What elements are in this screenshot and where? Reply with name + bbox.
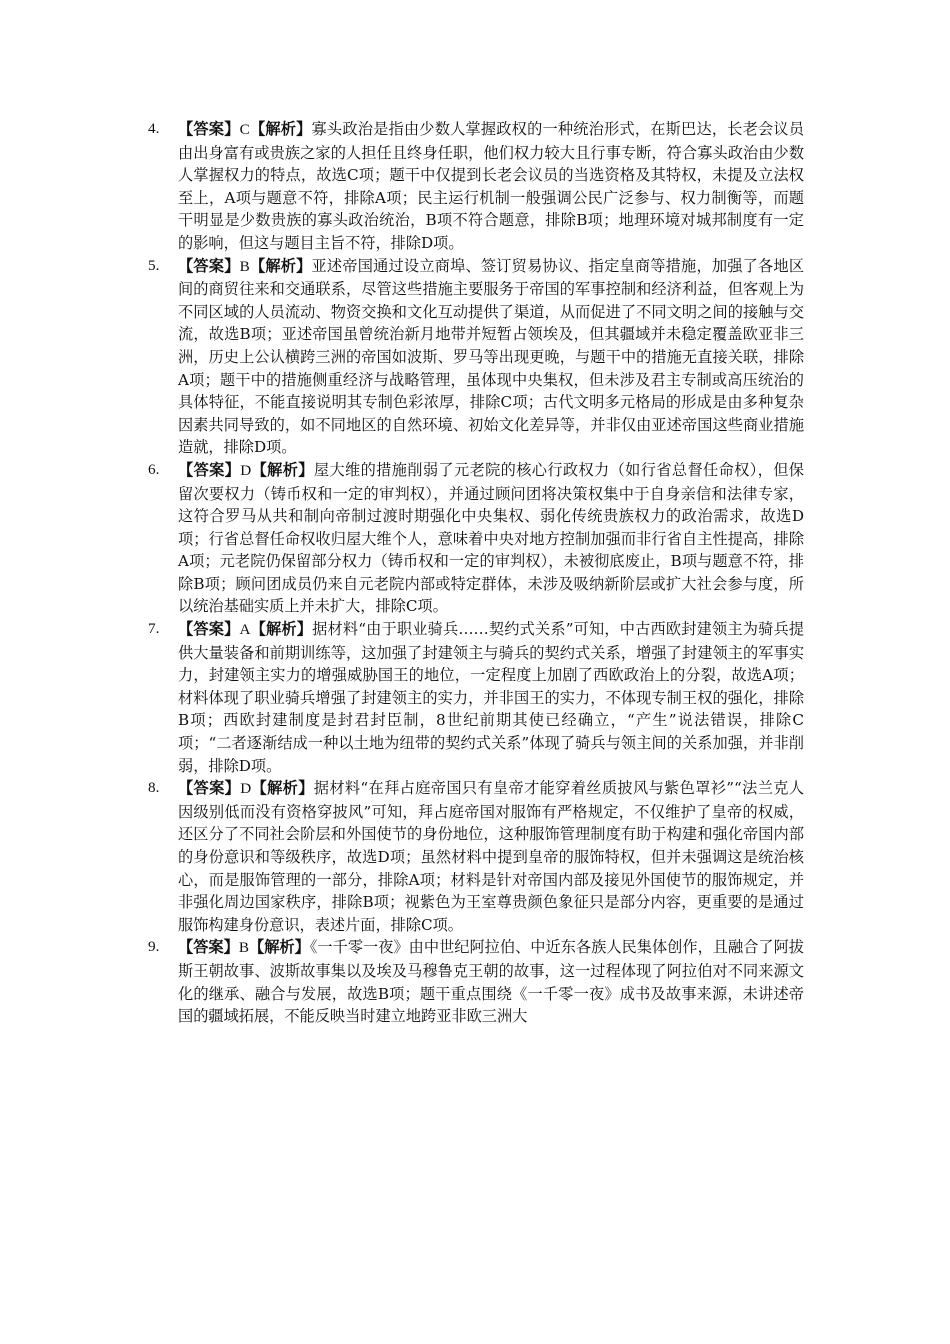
analysis-label: 【解析】	[251, 779, 314, 798]
answer-label: 【答案】	[178, 256, 240, 275]
answer-label: 【答案】	[178, 460, 241, 479]
item-number: 5.	[148, 256, 160, 274]
answer-list	[148, 118, 804, 1028]
analysis-label: 【解析】	[249, 256, 312, 275]
answer-item-6	[148, 459, 804, 618]
analysis-text: 《一千零一夜》由中世纪阿拉伯、中近东各族人民集体创作，且融合了阿拔斯王朝故事、波斯故事集以及埃及马穆鲁克王朝的故事，这一过程体现了阿拉伯对不同来源文化的继承、融合与发展，故选B项；题干重点围绕《一千零一夜》成书及故事来源，未讲述帝国的疆域拓展，不能反映当时建立地跨亚非欧三洲大	[178, 938, 804, 1026]
answer-item-7	[148, 618, 804, 777]
item-number: 8.	[148, 779, 160, 797]
answer-choice: D	[240, 461, 252, 479]
answer-label: 【答案】	[178, 938, 239, 957]
item-number: 7.	[148, 620, 160, 638]
analysis-label: 【解析】	[248, 938, 310, 957]
answer-choice: A	[239, 621, 251, 639]
answer-choice: C	[239, 121, 250, 138]
item-number: 9.	[148, 938, 160, 956]
answer-choice: B	[238, 939, 249, 957]
answer-label: 【答案】	[178, 779, 241, 798]
item-number: 6.	[148, 460, 160, 478]
analysis-label: 【解析】	[249, 120, 312, 138]
answer-item-8	[148, 777, 804, 936]
analysis-text: 据材料“在拜占庭帝国只有皇帝才能穿着丝质披风与紫色罩衫”“法兰克人因级别低而没有资格穿披风”可知，拜占庭帝国对服饰有严格规定，不仅维护了皇帝的权威，还区分了不同社会阶层和外国使节的身份地位，这种服饰管理制度有助于构建和强化帝国内部的身份意识和等级秩序，故选D项；虽然材料中提到皇帝的服饰特权，但并未强调这是统治核心，而是服饰管理的一部分，排除A项；材料是针对帝国内部及接见外国使节的服饰规定，并非强化周边国家秩序，排除B项；视紫色为王室尊贵颜色象征只是部分内容，更重要的是通过服饰构建身份意识，表述片面，排除C项。	[178, 779, 805, 934]
answer-item-9	[148, 936, 804, 1027]
analysis-text: 屋大维的措施削弱了元老院的核心行政权力（如行省总督任命权），但保留次要权力（铸币权和一定的审判权），并通过顾问团将决策权集中于自身亲信和法律专家，这符合罗马从共和制向帝制过渡时期强化中央集权、弱化传统贵族权力的政治需求，故选D项；行省总督任命权收归屋大维个人，意味着中央对地方控制加强而非行省自主性提高，排除A项；元老院仍保留部分权力（铸币权和一定的审判权），未被彻底废止，B项与题意不符，排除B项；顾问团成员仍来自元老院内部或特定群体，未涉及吸纳新阶层或扩大社会参与度，所以统治基础实质上并未扩大，排除C项。	[178, 460, 804, 616]
answer-label: 【答案】	[178, 620, 240, 639]
answer-choice: D	[240, 780, 252, 798]
answer-item-5	[148, 255, 804, 459]
analysis-text: 寡头政治是指由少数人掌握政权的一种统治形式，在斯巴达，长老会议员由出身富有或贵族之家的人担任且终身任职，他们权力较大且行事专断，符合寡头政治由少数人掌握权力的特点，故选C项；题干中仅提到长老会议员的当选资格及其特权，未提及立法权至上，A项与题意不符，排除A项；民主运行机制一般强调公民广泛参与、权力制衡等，而题干明显是少数贵族的寡头政治统治，B项不符合题意，排除B项；地理环境对城邦制度有一定的影响，但这与题目主旨不符，排除D项。	[178, 120, 805, 252]
analysis-text: 据材料“由于职业骑兵……契约式关系”可知，中古西欧封建领主为骑兵提供大量装备和前期训练等，这加强了封建领主与骑兵的契约式关系，增强了封建领主的军事实力，封建领主实力的增强威胁国王的地位，一定程度上加剧了西欧政治上的分裂，故选A项；材料体现了职业骑兵增强了封建领主的实力，并非国王的实力，不体现专制王权的强化，排除B项；西欧封建制度是封君封臣制，8世纪前期其使已经确立，“产生”说法错误，排除C项；“二者逐渐结成一种以土地为纽带的契约式关系”体现了骑兵与领主间的关系加强，并非削弱，排除D项。	[178, 620, 805, 775]
answer-item-4	[148, 118, 804, 255]
answer-label: 【答案】	[178, 120, 240, 138]
answer-choice: B	[239, 257, 250, 275]
item-number: 4.	[148, 120, 160, 137]
analysis-label: 【解析】	[251, 460, 314, 479]
analysis-text: 亚述帝国通过设立商埠、签订贸易协议、指定皇商等措施，加强了各地区间的商贸往来和交通联系，尽管这些措施主要服务于帝国的军事控制和经济利益，但客观上为不同区域的人员流动、物资交换和文化互动提供了渠道，从而促进了不同文明之间的接触与交流，故选B项；亚述帝国虽曾统治新月地带并短暂占领埃及，但其疆域并未稳定覆盖欧亚非三洲，历史上公认横跨三洲的帝国如波斯、罗马等出现更晚，与题干中的措施无直接关联，排除A项；题干中的措施侧重经济与战略管理，虽体现中央集权，但未涉及君主专制或高压统治的具体特征，不能直接说明其专制色彩浓厚，排除C项；古代文明多元格局的形成是由多种复杂因素共同导致的，如不同地区的自然环境、初始文化差异等，并非仅由亚述帝国这些商业措施造就，排除D项。	[178, 256, 805, 457]
analysis-label: 【解析】	[250, 620, 313, 639]
